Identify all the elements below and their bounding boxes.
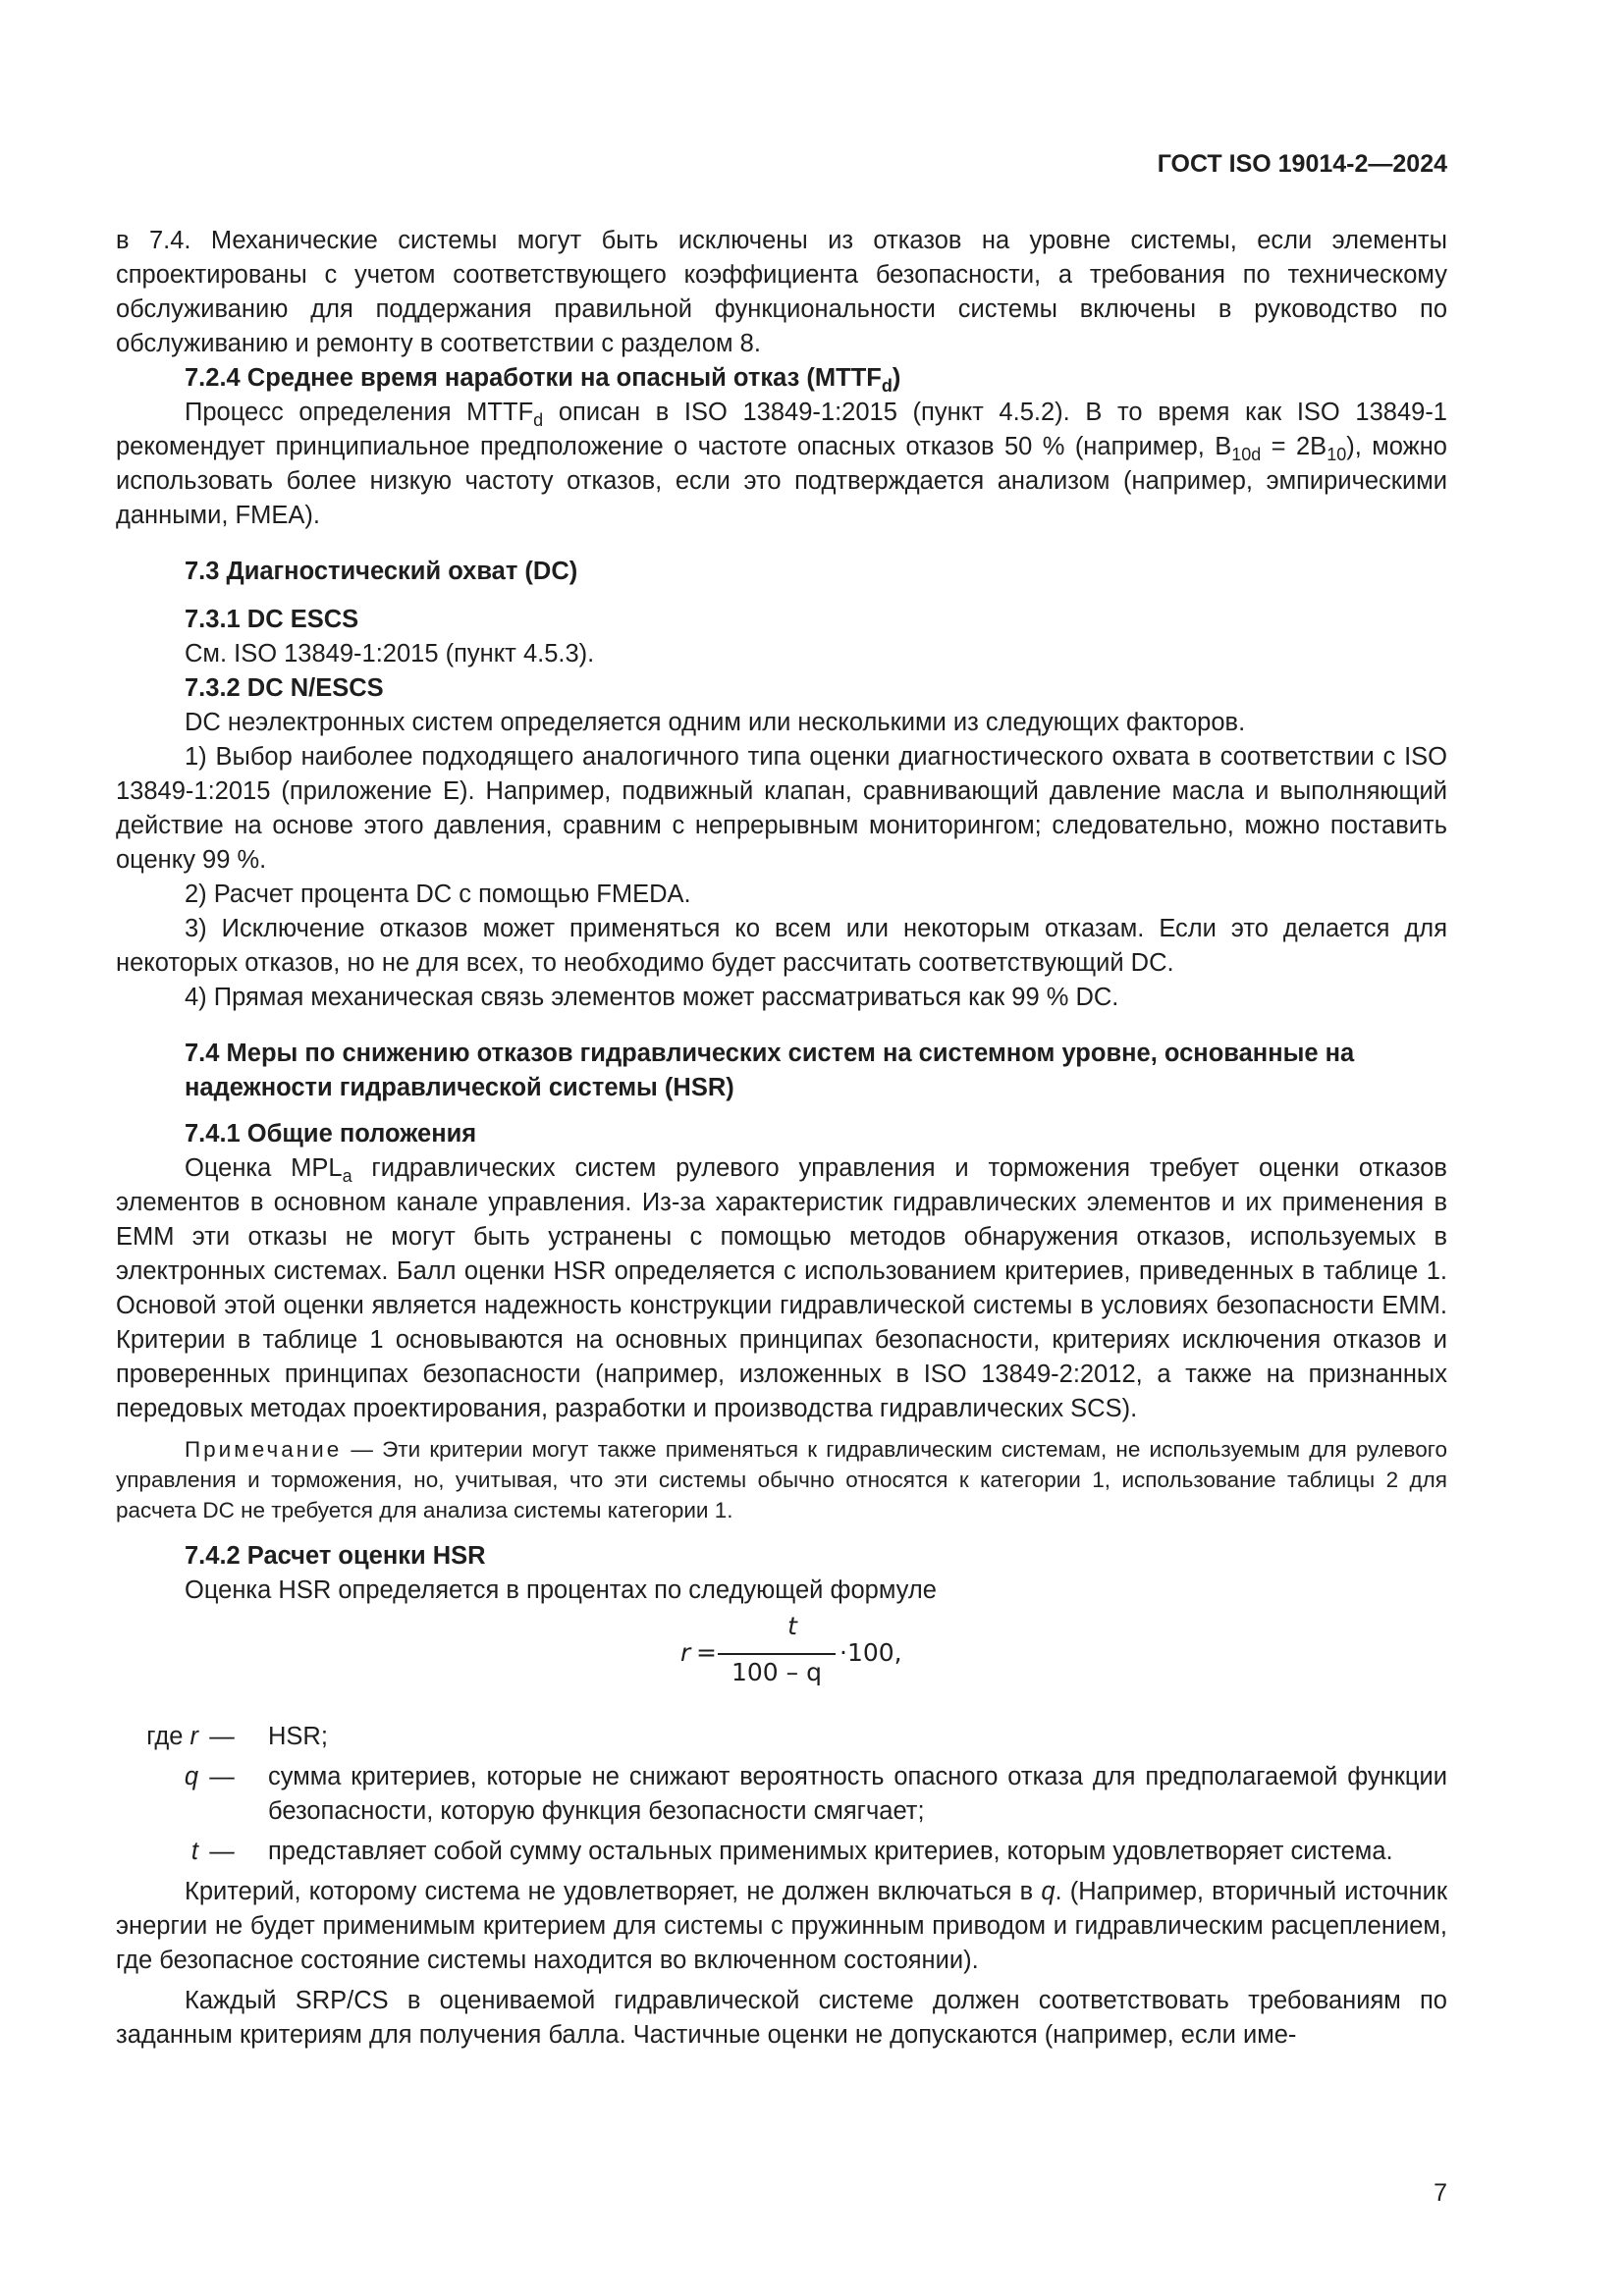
variable-definitions <box>116 1720 1447 1869</box>
heading-7-2-4: 7.2.4 Среднее время наработки на опасный отказ $(MTTF_d)$ <box>185 364 901 396</box>
document-header: ГОСТ ISO 19014-2—2024 <box>1157 150 1447 178</box>
list-item: 2) Расчет процента DC с помощью FMEDA. <box>185 881 691 908</box>
formula-numerator: t <box>787 1612 797 1640</box>
dc-escs-text: См. ISO 13849-1:2015 (пункт 4.5.3). <box>185 640 595 667</box>
formula-multiplier: ·100, <box>839 1638 902 1667</box>
document-body <box>116 224 1447 2053</box>
definition-row: t — представляет собой сумму остальных применимых критериев, которым удовлетворяет система. <box>190 1838 1393 1865</box>
general-paragraph: Оценка $MPL_a$ гидравлических систем рулевого управления и торможения требует оценки отказов элементов в основном канале управления. Из-за характеристик гидравлических элементов и их применения в EMM эти отказы не могут быть устранены с помощью методов обнаружения отказов, используемых в электронных системах. Балл оценки HSR определяется с использованием критериев, приведенных в таблице 1. Основой этой оценки является надежность конструкции гидравлической системы в условиях безопасности EMM. Критерии в таблице 1 основываются на основных принципах безопасности, критериях исключения отказов и проверенных принципах безопасности (например, изложенных в ISO 13849-2:2012, а также на признанных передовых методах проектирования, разработки и производства гидравлических SCS). <box>116 1154 1447 1422</box>
note-paragraph: Примечание — Эти критерии могут также применяться к гидравлическим системам, не используемым для рулевого управления и торможения, но, учитывая, что эти системы обычно относятся к категории 1, использование таблицы 2 для расчета DC не требуется для анализа системы категории 1. <box>116 1437 1447 1522</box>
heading-7-3-2: 7.3.2 DC N/ESCS <box>185 674 384 702</box>
intro-paragraph: в 7.4. Механические системы могут быть исключены из отказов на уровне системы, если элементы спроектированы с учетом соответствующего коэффициента безопасности, а требования по техническому обслуживанию для поддержания правильной функциональности системы включены в руководство по обслуживанию и ремонту в соответствии с разделом 8. <box>116 227 1447 357</box>
heading-7-3-1: 7.3.1 DC ESCS <box>185 606 359 633</box>
definition-row: где r — HSR; <box>146 1723 328 1750</box>
heading-7-4: 7.4 Меры по снижению отказов гидравлических систем на системном уровне, основанные на надежности гидравлической системы (HSR) <box>185 1040 1355 1101</box>
page-number: 7 <box>1434 2179 1447 2207</box>
list-item: 4) Прямая механическая связь элементов может рассматриваться как 99 % DC. <box>185 984 1119 1011</box>
heading-7-3: 7.3 Диагностический охват (DC) <box>185 558 578 585</box>
document-page <box>116 0 1447 2296</box>
formula-equals: = <box>696 1638 717 1667</box>
heading-7-4-1: 7.4.1 Общие положения <box>185 1120 477 1148</box>
scoring-paragraph: Каждый SRP/CS в оцениваемой гидравлической системе должен соответствовать требованиям по заданным критериям для получения балла. Частичные оценки не допускаются (например, если име- <box>116 1987 1447 2049</box>
list-item: 3) Исключение отказов может применяться ко всем или некоторым отказам. Если это делается для некоторых отказов, но не для всех, то необходимо будет рассчитать соответствующий DC. <box>116 915 1447 977</box>
list-item: 1) Выбор наиболее подходящего аналогичного типа оценки диагностического охвата в соответствии с ISO 13849-1:2015 (приложение E). Например, подвижный клапан, сравнивающий давление масла и выполняющий действие на основе этого давления, сравним с непрерывным мониторингом; следовательно, можно поставить оценку 99 %. <box>116 743 1447 874</box>
mttf-paragraph: Процесс определения $MTTF_d$ описан в ISO 13849-1:2015 (пункт 4.5.2). В то время как ISO 13849-1 рекомендует принципиальное предположение о частоте опасных отказов 50 % (например, $B_{10d} = 2B_{10}$), можно использовать более низкую частоту отказов, если это подтверждается анализом (например, эмпирическими данными, FMEA). <box>116 399 1447 529</box>
formula-lhs: r <box>680 1638 691 1667</box>
formula-intro: Оценка HSR определяется в процентах по следующей формуле <box>185 1576 937 1604</box>
fraction-bar <box>718 1653 836 1655</box>
formula-denominator: 100 – q <box>731 1658 822 1686</box>
note-label: Примечание <box>185 1437 343 1462</box>
hsr-formula <box>116 1612 1447 1700</box>
dc-nescs-intro: DC неэлектронных систем определяется одним или несколькими из следующих факторов. <box>185 709 1246 736</box>
definition-row: q — сумма критериев, которые не снижают вероятность опасного отказа для предполагаемой функции безопасности, которую функция безопасности смягчает; <box>184 1763 1447 1825</box>
criteria-paragraph: Критерий, которому система не удовлетворяет, не должен включаться в q. (Например, вторичный источник энергии не будет применимым критерием для системы с пружинным приводом и гидравлическим расцеплением, где безопасное состояние системы находится во включенном состоянии). <box>116 1878 1447 1974</box>
heading-7-4-2: 7.4.2 Расчет оценки HSR <box>185 1542 486 1570</box>
